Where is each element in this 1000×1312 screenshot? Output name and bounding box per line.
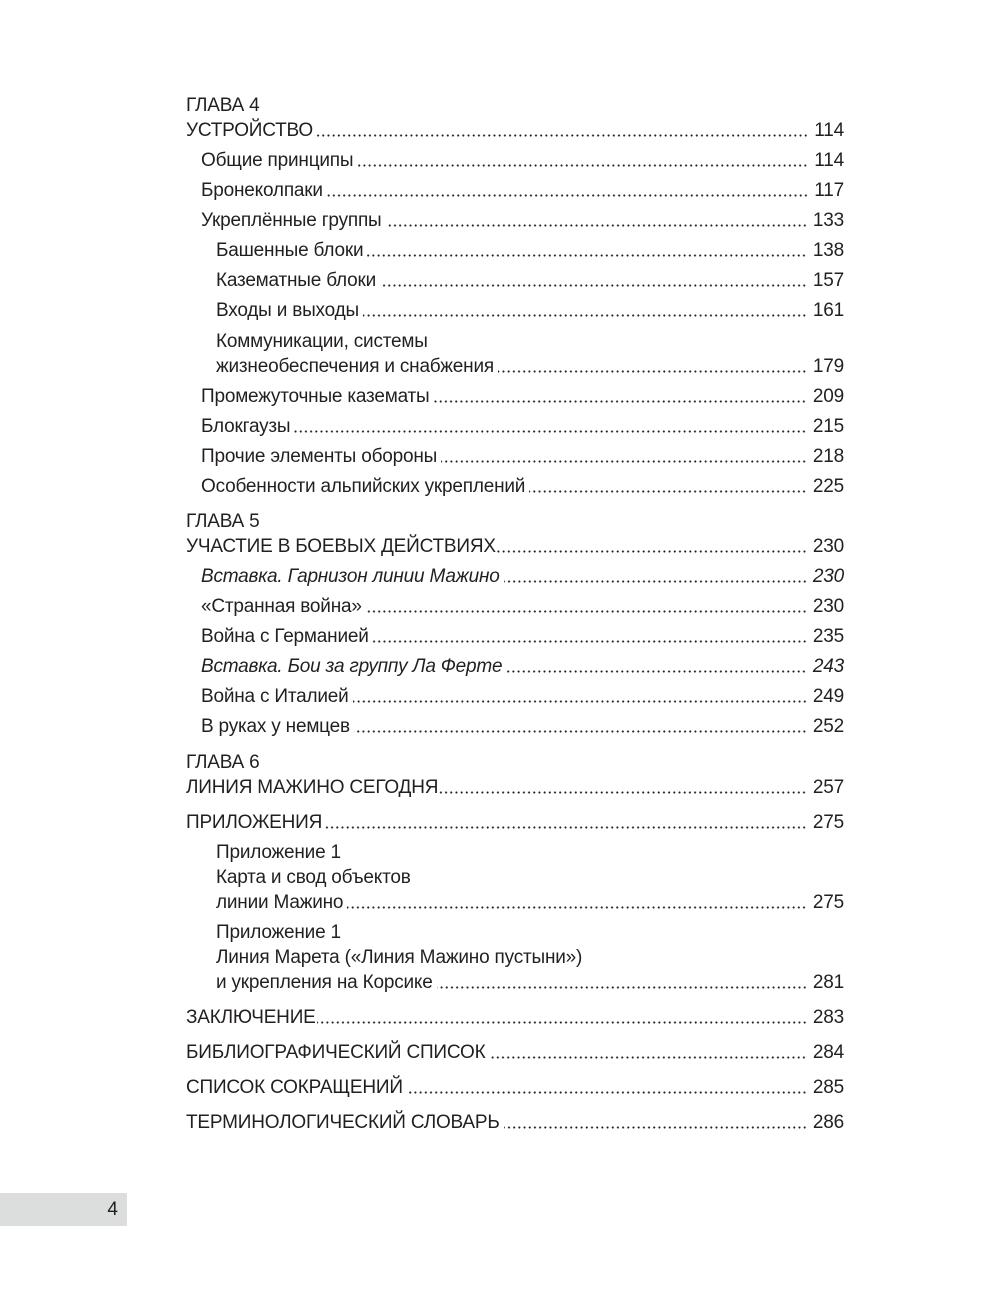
toc-entry-page: 243 xyxy=(812,656,844,677)
toc-entry[interactable] xyxy=(201,209,844,233)
dot-leader xyxy=(353,700,807,703)
toc-entry-page: 114 xyxy=(814,120,844,141)
toc-entry-title: Укреплённые группы xyxy=(201,210,382,231)
dot-leader xyxy=(498,370,807,373)
toc-entry[interactable] xyxy=(216,971,844,995)
dot-leader xyxy=(363,314,807,317)
toc-entry-page: 218 xyxy=(812,446,844,467)
toc-entry[interactable] xyxy=(186,1041,844,1065)
dot-leader xyxy=(367,254,807,257)
toc-entry[interactable] xyxy=(216,299,844,323)
toc-entry-page: 179 xyxy=(812,356,844,377)
dot-leader xyxy=(433,400,806,403)
toc-entry-title: УСТРОЙСТВО xyxy=(186,120,313,141)
toc-entry-page: 161 xyxy=(812,300,844,321)
toc-entry-title: Война с Италией xyxy=(201,686,349,707)
toc-entry[interactable] xyxy=(186,535,844,559)
toc-entry-title: ЗАКЛЮЧЕНИЕ xyxy=(186,1007,316,1028)
toc-entry-line: Приложение 1 xyxy=(216,842,341,863)
toc-entry-title: ПРИЛОЖЕНИЯ xyxy=(186,812,323,833)
dot-leader xyxy=(373,640,807,643)
toc-entry-title: Входы и выходы xyxy=(216,300,359,321)
toc-entry[interactable] xyxy=(201,625,844,649)
dot-leader xyxy=(504,1126,807,1129)
toc-entry-title: Вставка. Бои за группу Ла Ферте xyxy=(201,656,503,677)
toc-entry-page: 235 xyxy=(812,626,844,647)
toc-entry[interactable] xyxy=(201,595,844,619)
toc-entry-line: Приложение 1 xyxy=(216,922,341,943)
toc-entry-title: «Странная война» xyxy=(201,596,362,617)
toc-entry-title: БИБЛИОГРАФИЧЕСКИЙ СПИСОК xyxy=(186,1042,486,1063)
toc-entry[interactable] xyxy=(201,385,844,409)
page-number: 4 xyxy=(107,1199,118,1220)
dot-leader xyxy=(323,826,807,829)
toc-entry-title: и укрепления на Корсике xyxy=(216,972,433,993)
toc-entry-title: Война с Германией xyxy=(201,626,369,647)
toc-entry-page: 225 xyxy=(812,476,844,497)
dot-leader xyxy=(294,430,807,433)
toc-entry-title: Общие принципы xyxy=(201,150,354,171)
toc-entry[interactable] xyxy=(186,776,844,800)
chapter-heading: ГЛАВА 4 xyxy=(186,95,260,116)
toc-entry[interactable] xyxy=(201,179,844,203)
dot-leader xyxy=(489,1056,806,1059)
toc-entry-title: ЛИНИЯ МАЖИНО СЕГОДНЯ xyxy=(186,777,439,798)
chapter-heading: ГЛАВА 6 xyxy=(186,752,260,773)
toc-entry[interactable] xyxy=(186,1111,844,1135)
toc-entry-page: 249 xyxy=(812,686,844,707)
toc-entry-page: 133 xyxy=(812,210,844,231)
toc-entry-title: Прочие элементы обороны xyxy=(201,446,438,467)
toc-entry-page: 281 xyxy=(812,972,844,993)
toc-entry-title: ТЕРМИНОЛОГИЧЕСКИЙ СЛОВАРЬ xyxy=(186,1112,500,1133)
dot-leader xyxy=(380,284,807,287)
toc-entry-title: жизнеобеспечения и снабжения xyxy=(216,356,494,377)
dot-leader xyxy=(441,460,807,463)
toc-entry-page: 257 xyxy=(812,777,844,798)
toc-entry-title: линии Мажино xyxy=(216,892,344,913)
toc-entry[interactable] xyxy=(186,1076,844,1100)
toc-entry-page: 230 xyxy=(812,566,844,587)
toc-entry-page: 157 xyxy=(812,270,844,291)
toc-entry-page: 114 xyxy=(814,150,844,171)
toc-entry-title: Вставка. Гарнизон линии Мажино xyxy=(201,566,500,587)
toc-entry[interactable] xyxy=(201,685,844,709)
dot-leader xyxy=(357,164,808,167)
toc-entry-page: 117 xyxy=(814,180,844,201)
toc-entry-title: УЧАСТИЕ В БОЕВЫХ ДЕЙСТВИЯХ xyxy=(186,536,496,557)
toc-entry-page: 284 xyxy=(812,1042,844,1063)
toc-entry[interactable] xyxy=(201,415,844,439)
dot-leader xyxy=(347,906,807,909)
chapter-heading: ГЛАВА 5 xyxy=(186,511,260,532)
toc-entry-page: 283 xyxy=(812,1007,844,1028)
toc-entry[interactable] xyxy=(201,445,844,469)
toc-entry-title: Особенности альпийских укреплений xyxy=(201,476,526,497)
toc-entry-title: Блокгаузы xyxy=(201,416,291,437)
toc-entry[interactable] xyxy=(216,891,844,915)
dot-leader xyxy=(386,224,807,227)
toc-entry[interactable] xyxy=(201,715,844,739)
toc-entry[interactable] xyxy=(201,149,844,173)
dot-leader xyxy=(504,580,807,583)
dot-leader xyxy=(327,194,808,197)
dot-leader xyxy=(354,730,807,733)
dot-leader xyxy=(407,1091,807,1094)
toc-entry[interactable] xyxy=(186,811,844,835)
dot-leader xyxy=(366,610,807,613)
dot-leader xyxy=(437,986,807,989)
toc-entry-page: 138 xyxy=(812,240,844,261)
toc-entry-page: 215 xyxy=(812,416,844,437)
toc-entry-page: 286 xyxy=(812,1112,844,1133)
toc-entry[interactable] xyxy=(201,475,844,499)
toc-entry-title: Промежуточные казематы xyxy=(201,386,430,407)
toc-entry[interactable] xyxy=(201,655,844,679)
toc-entry[interactable] xyxy=(216,355,844,379)
dot-leader xyxy=(529,490,807,493)
toc-entry-title: Башенные блоки xyxy=(216,240,364,261)
toc-entry[interactable] xyxy=(201,565,844,589)
toc-entry-title: В руках у немцев xyxy=(201,716,350,737)
toc-entry-title: Казематные блоки xyxy=(216,270,377,291)
toc-entry-page: 230 xyxy=(812,596,844,617)
toc-entry[interactable] xyxy=(186,119,844,143)
toc-entry-page: 285 xyxy=(812,1077,844,1098)
toc-entry[interactable] xyxy=(186,1006,844,1030)
toc-entry[interactable] xyxy=(216,269,844,293)
toc-entry[interactable] xyxy=(216,239,844,263)
dot-leader xyxy=(506,670,806,673)
toc-entry-title: Бронеколпаки xyxy=(201,180,323,201)
dot-leader xyxy=(314,134,808,137)
toc-entry-line: Линия Марета («Линия Мажино пустыни») xyxy=(216,947,583,968)
page-number-box xyxy=(0,1193,127,1226)
toc-entry-page: 230 xyxy=(812,536,844,557)
toc-entry-page: 252 xyxy=(812,716,844,737)
dot-leader xyxy=(497,550,807,553)
toc-entry-page: 275 xyxy=(812,892,844,913)
dot-leader xyxy=(439,791,807,794)
toc-entry-line: Карта и свод объектов xyxy=(216,867,411,888)
toc-entry-title: СПИСОК СОКРАЩЕНИЙ xyxy=(186,1077,403,1098)
dot-leader xyxy=(317,1021,807,1024)
toc-entry-page: 209 xyxy=(812,386,844,407)
toc-entry-line: Коммуникации, системы xyxy=(216,331,428,352)
toc-entry-page: 275 xyxy=(812,812,844,833)
